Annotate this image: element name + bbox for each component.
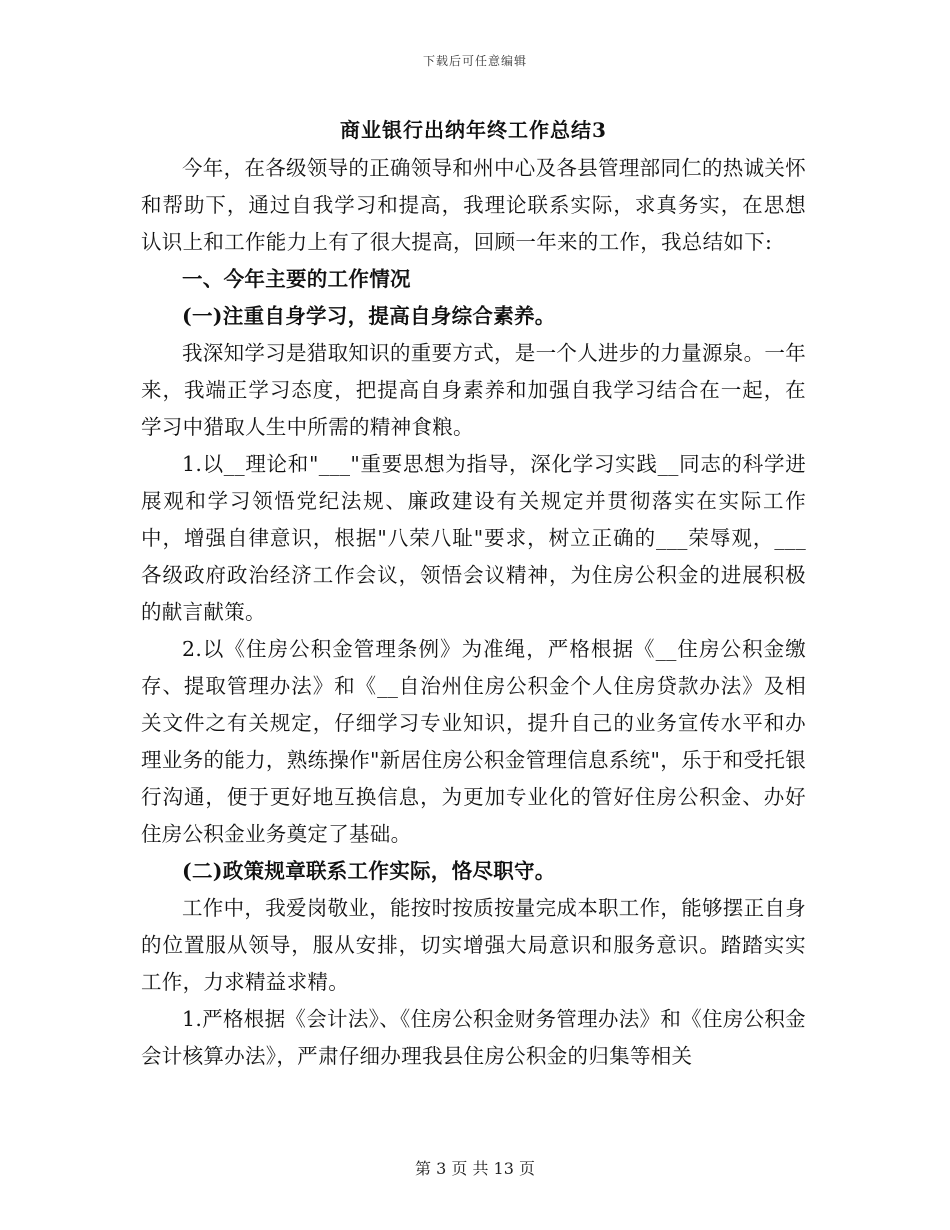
paragraph: 我深知学习是猎取知识的重要方式，是一个人进步的力量源泉。一年来，我端正学习态度，把提高自身素养和加强自我学习结合在一起，在学习中猎取人生中所需的精神食粮。 — [141, 341, 806, 439]
header-note: 下载后可任意编辑 — [422, 54, 527, 68]
document-title: 商业银行出纳年终工作总结3 — [340, 118, 607, 142]
subsection-heading: (二)政策规章联系工作实际，恪尽职守。 — [182, 859, 556, 883]
paragraph: 工作中，我爱岗敬业，能按时按质按量完成本职工作，能够摆正自身的位置服从领导，服从安排，切实增强大局意识和服务意识。踏踏实实工作，力求精益求精。 — [141, 896, 806, 994]
document-body — [141, 112, 806, 1075]
paragraph: 1.以__理论和"___"重要思想为指导，深化学习实践__同志的科学进展观和学习领悟党纪法规、廉政建设有关规定并贯彻落实在实际工作中，增强自律意识，根据"八荣八耻"要求，树立正确的___荣辱观，___各级政府政治经济工作会议，领悟会议精神，为住房公积金的进展积极的献言献策。 — [141, 452, 806, 624]
paragraph: 今年，在各级领导的正确领导和州中心及各县管理部同仁的热诚关怀和帮助下，通过自我学习和提高，我理论联系实际，求真务实，在思想认识上和工作能力上有了很大提高，回顾一年来的工作，我总结如下: — [141, 156, 806, 254]
paragraph: 1.严格根据《会计法》、《住房公积金财务管理办法》和《住房公积金会计核算办法》，严肃仔细办理我县住房公积金的归集等相关 — [141, 1007, 806, 1068]
section-heading: 一、今年主要的工作情况 — [182, 267, 411, 291]
subsection-heading: (一)注重自身学习，提高自身综合素养。 — [182, 304, 556, 328]
paragraph: 2.以《住房公积金管理条例》为准绳，严格根据《__住房公积金缴存、提取管理办法》和《__自治州住房公积金个人住房贷款办法》及相关文件之有关规定，仔细学习专业知识，提升自己的业务宣传水平和办理业务的能力，熟练操作"新居住房公积金管理信息系统"，乐于和受托银行沟通，便于更好地互换信息，为更加专业化的管好住房公积金、办好住房公积金业务奠定了基础。 — [141, 637, 806, 846]
page-number: 第 3 页 共 13 页 — [415, 1159, 535, 1178]
